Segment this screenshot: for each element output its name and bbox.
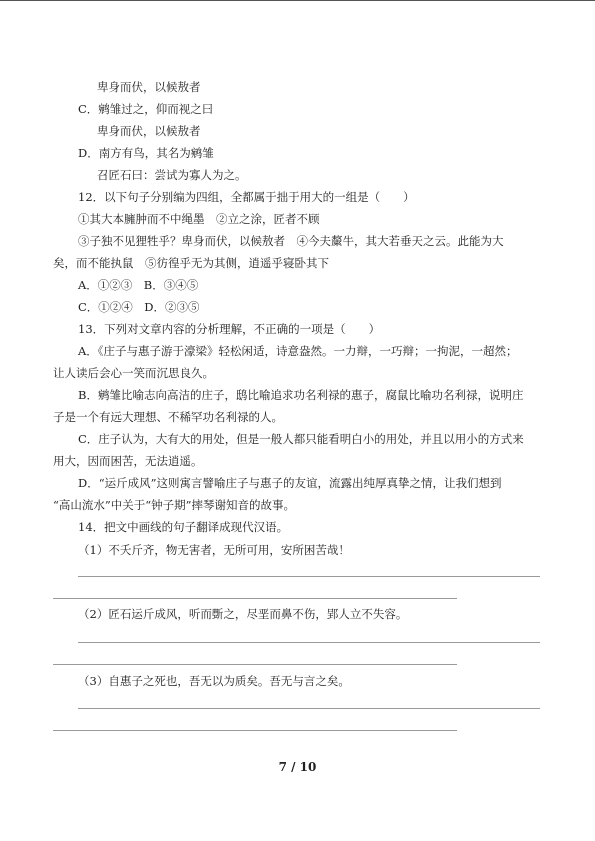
answer-line — [53, 730, 457, 731]
translation-item: （3）自惠子之死也，吾无以为质矣。吾无与言之矣。 — [78, 674, 350, 688]
question-13-heading: 13．下列对文章内容的分析理解，不正确的一项是（ ） — [78, 322, 381, 336]
translation-item: （1）不夭斤齐，物无害者，无所可用，安所困苦哉！ — [78, 543, 350, 557]
option-line: A．《庄子与惠子游于濠梁》轻松闲适，诗意盎然。一力辩，一巧辩；一拘泥，一超然； — [78, 344, 518, 358]
text-line: D．南方有鸟，其名为鹓雏 — [78, 146, 214, 160]
question-14-heading: 14．把文中画线的句子翻译成现代汉语。 — [78, 520, 289, 534]
text-line: 卑身而伏，以候敖者 — [97, 80, 201, 94]
text-line: “高山流水”中关于“钟子期”摔琴谢知音的故事。 — [53, 498, 296, 512]
text-line: ①其大本臃肿而不中绳墨 ②立之涂，匠者不顾 — [78, 212, 320, 226]
top-border — [0, 0, 595, 1]
option-line: A．①②③ B．③④⑤ — [78, 278, 199, 292]
text-line: C．鹓雏过之，仰而视之曰 — [78, 102, 214, 116]
text-line: 子是一个有远大理想、不稀罕功名利禄的人。 — [53, 410, 283, 424]
text-line: 让人读后会心一笑而沉思良久。 — [53, 366, 214, 380]
answer-line — [53, 664, 457, 665]
text-line: 用大，因而困苦，无法逍遥。 — [53, 454, 203, 468]
option-line: C．①②④ D．②③⑤ — [78, 300, 200, 314]
option-line: B．鹓雏比喻志向高洁的庄子，鸱比喻追求功名利禄的惠子，腐鼠比喻功名利禄，说明庄 — [78, 388, 524, 402]
answer-line — [78, 576, 540, 577]
translation-item: （2）匠石运斤成风，听而斲之，尽垩而鼻不伤，郢人立不失容。 — [78, 607, 408, 621]
page-number: 7 / 10 — [278, 760, 317, 774]
option-line: C．庄子认为，大有大的用处，但是一般人都只能看明白小的用处，并且以用小的方式来 — [78, 432, 524, 446]
text-line: 矣，而不能执鼠 ⑤彷徨乎无为其侧，逍遥乎寝卧其下 — [53, 256, 329, 270]
answer-line — [78, 708, 540, 709]
text-line: ③子独不见狸牲乎？卑身而伏，以候敖者 ④今夫斄牛，其大若垂天之云。此能为大 — [78, 234, 504, 248]
option-line: D．“运斤成风”这则寓言譬喻庄子与惠子的友谊，流露出纯厚真挚之情，让我们想到 — [78, 476, 502, 490]
text-line: 召匠石曰：尝试为寡人为之。 — [97, 168, 247, 182]
text-line: 卑身而伏，以候敖者 — [97, 124, 201, 138]
answer-line — [53, 598, 457, 599]
question-12-heading: 12．以下句子分别编为四组，全都属于拙于用大的一组是（ ） — [78, 190, 415, 204]
answer-line — [78, 642, 540, 643]
